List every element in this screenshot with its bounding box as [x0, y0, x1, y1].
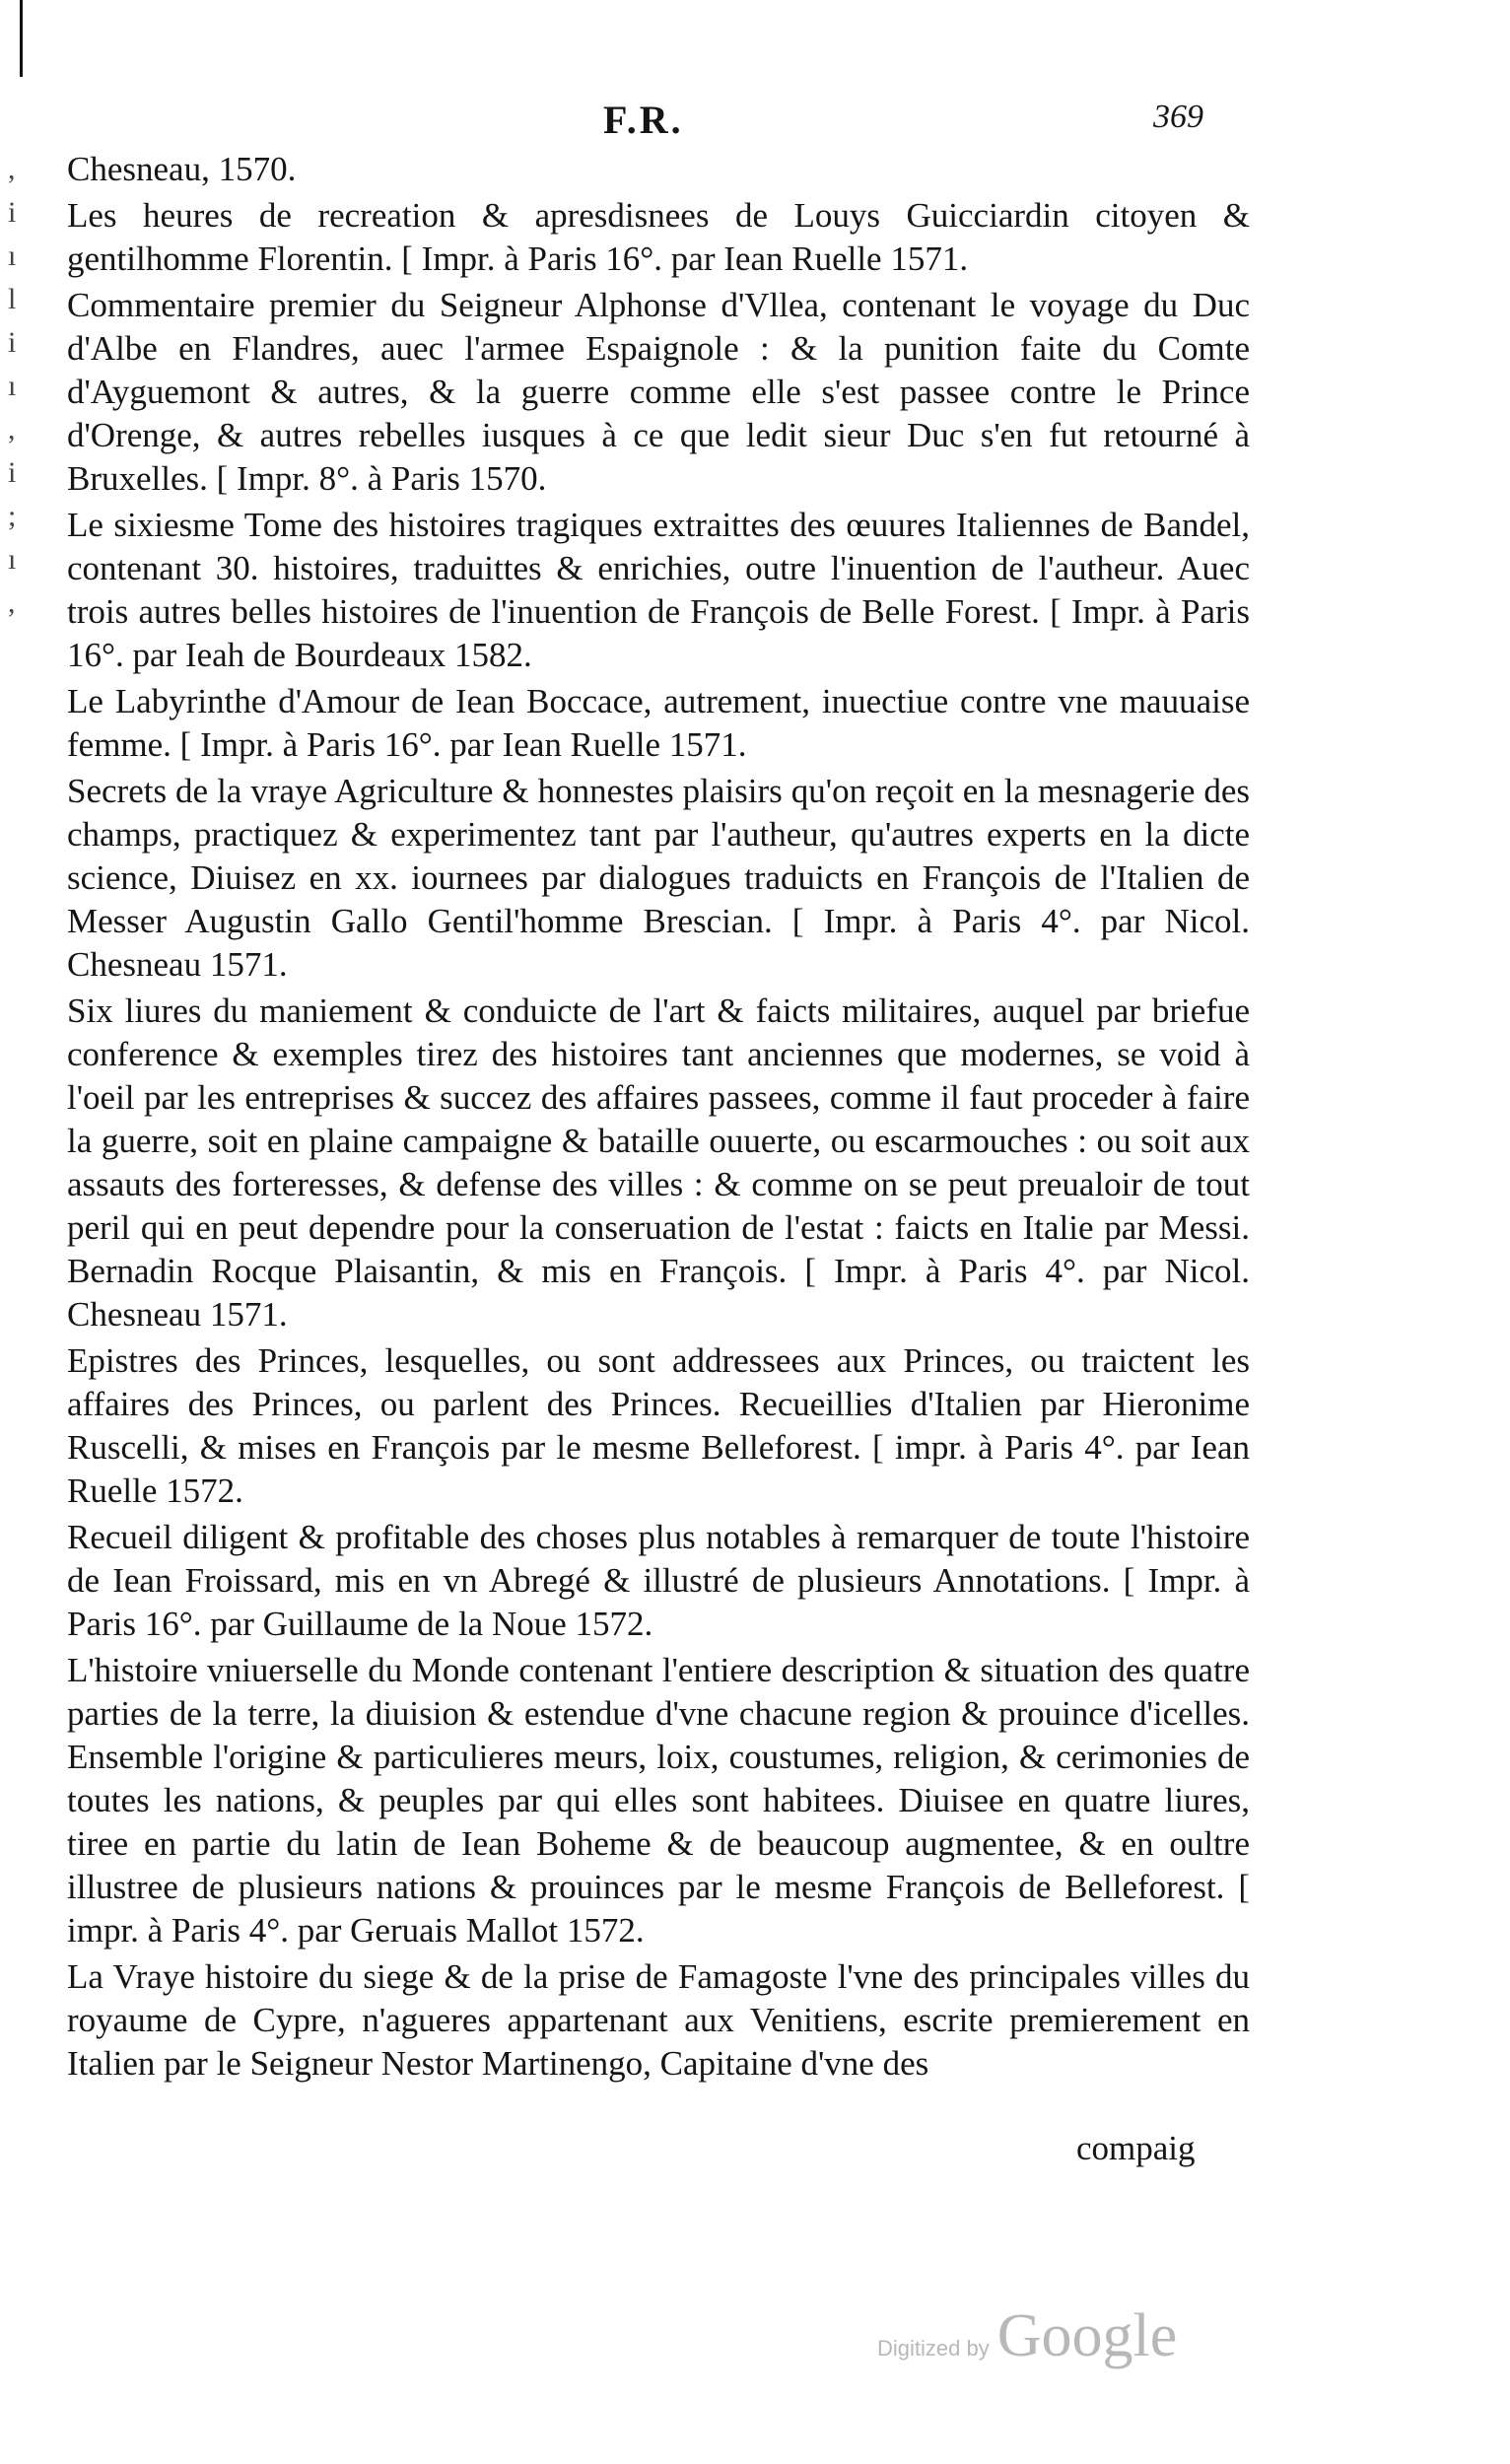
page-number: 369	[1153, 99, 1203, 135]
main-text	[67, 148, 1250, 2088]
entry-text: Six liures du maniement & conduicte de l'art & faicts militaires, auquel par briefue conference & exemples tirez des histoires tant anciennes que modernes, se void à l'oeil par les entreprises & succez des affaires passees, comme il faut proceder à faire la guerre, soit en plaine campaigne & bataille ouuerte, ou escarmouches : ou soit aux assauts des forteresses, & defense des villes : & comme on se peut preualoir de tout peril qui en peut dependre pour la conseruation de l'estat : faicts en Italie par Messi. Bernadin Rocque Plaisantin, & mis en François. [ Impr. à Paris 4°. par Nicol. Chesneau 1571.	[67, 992, 1250, 1334]
entry-text: Le sixiesme Tome des histoires tragiques extraittes des œuures Italiennes de Bandel, contenant 30. histoires, traduittes & enrichies, outre l'inuention de l'autheur. Auec trois autres belles histoires de l'inuention de François de Belle Forest. [ Impr. à Paris 16°. par Ieah de Bourdeaux 1582.	[67, 506, 1250, 674]
entry-text: L'histoire vniuerselle du Monde contenant l'entiere description & situation des quatre parties de la terre, la diuision & estendue d'vne chacune region & prouince d'icelles. Ensemble l'origine & particulieres meurs, loix, coustumes, religion, & cerimonies de toutes les nations, & peuples par qui elles sont habitees. Diuisee en quatre liures, tiree en partie du latin de Iean Boheme & de beaucoup augmentee, & en oultre illustree de plusieurs nations & prouinces par le mesme François de Belleforest. [ impr. à Paris 4°. par Geruais Mallot 1572.	[67, 1651, 1250, 1950]
google-watermark	[877, 2301, 1177, 2371]
scan-edge-line	[20, 0, 23, 77]
entry-text: Recueil diligent & profitable des choses plus notables à remarquer de toute l'histoire de Iean Froissard, mis en vn Abregé & illustré de plusieurs Annotations. [ Impr. à Paris 16°. par Guillaume de la Noue 1572.	[67, 1518, 1250, 1643]
watermark-prefix: Digitized by	[877, 2336, 990, 2361]
watermark-brand: Google	[996, 2302, 1178, 2369]
entry-text: Epistres des Princes, lesquelles, ou sont addressees aux Princes, ou traictent les affaires des Princes, ou parlent des Princes. Recueillies d'Italien par Hieronime Ruscelli, & mises en François par le mesme Belleforest. [ impr. à Paris 4°. par Iean Ruelle 1572.	[67, 1341, 1250, 1510]
entry-text: Chesneau, 1570.	[67, 150, 297, 188]
entry-text: Les heures de recreation & apresdisnees de Louys Guicciardin citoyen & gentilhomme Florentin. [ Impr. à Paris 16°. par Iean Ruelle 1571.	[67, 196, 1250, 278]
entry-text: Le Labyrinthe d'Amour de Iean Boccace, autrement, inuectiue contre vne mauuaise femme. [ Impr. à Paris 16°. par Iean Ruelle 1571.	[67, 682, 1250, 764]
catchword: compaig	[1076, 2129, 1196, 2167]
margin-marks: , i ı l i ı , i ; ı ,	[8, 153, 17, 619]
running-head: F.R.	[603, 98, 684, 142]
entry-text: Commentaire premier du Seigneur Alphonse d'Vllea, contenant le voyage du Duc d'Albe en Flandres, auec l'armee Espaignole : & la punition faite du Comte d'Ayguemont & autres, & la guerre comme elle s'est passee contre le Prince d'Orenge, & autres rebelles iusques à ce que ledit sieur Duc s'en fut retourné à Bruxelles. [ Impr. 8°. à Paris 1570.	[67, 286, 1250, 498]
entry-text: Secrets de la vraye Agriculture & honnestes plaisirs qu'on reçoit en la mesnagerie des champs, practiquez & experimentez tant par l'autheur, qu'autres experts en la dicte science, Diuisez en xx. iournees par dialogues traduicts en François de l'Italien de Messer Augustin Gallo Gentil'homme Brescian. [ Impr. à Paris 4°. par Nicol. Chesneau 1571.	[67, 772, 1250, 984]
entry-text: La Vraye histoire du siege & de la prise de Famagoste l'vne des principales villes du royaume de Cypre, n'agueres appartenant aux Venitiens, escrite premierement en Italien par le Seigneur Nestor Martinengo, Capitaine d'vne des	[67, 1957, 1250, 2083]
